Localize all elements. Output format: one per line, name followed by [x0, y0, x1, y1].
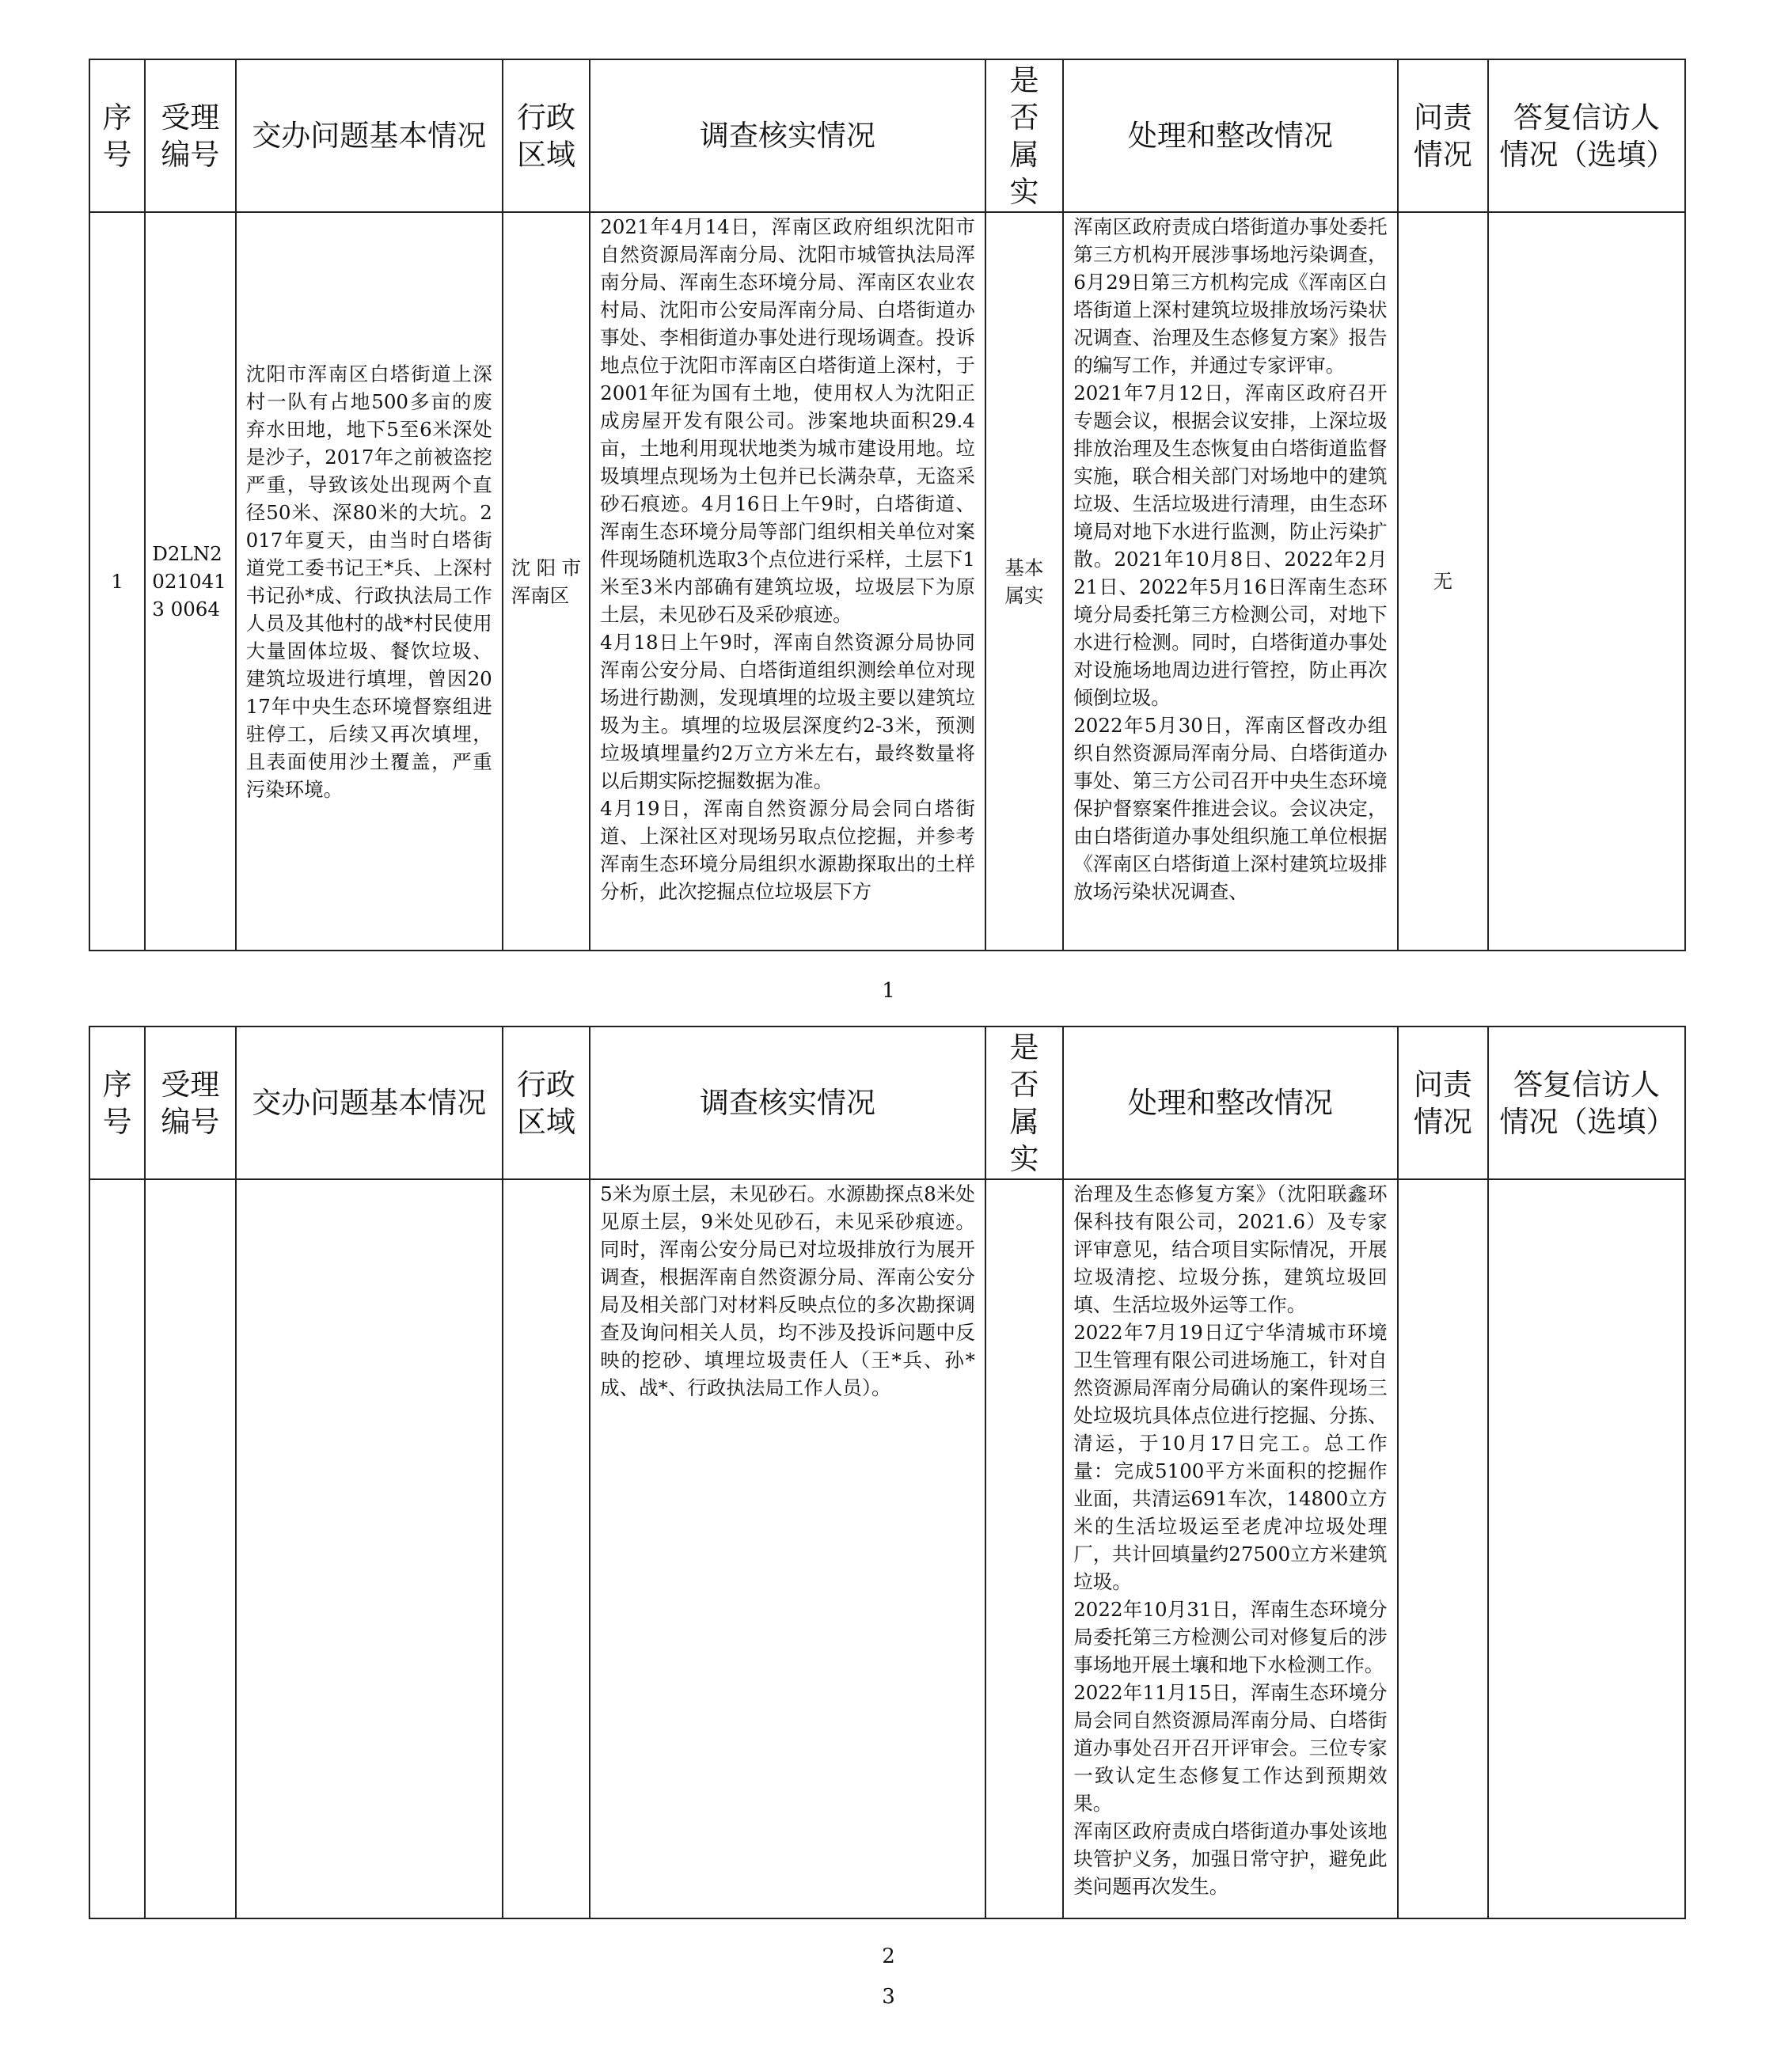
- page-number: 3: [882, 1985, 895, 2009]
- header-reply: 答复信访人情况（选填）: [1488, 59, 1685, 212]
- header-processing: 处理和整改情况: [1063, 1027, 1397, 1179]
- header-processing: 处理和整改情况: [1063, 59, 1397, 212]
- page-number: 1: [882, 979, 895, 1003]
- header-factual: 是否属实: [985, 59, 1063, 212]
- cell-processing: 浑南区政府责成白塔街道办事处委托第三方机构开展涉事场地污染调查，6月29日第三方机构完成《浑南区白塔街道上深村建筑垃圾排放场污染状况调查、治理及生态修复方案》报告的编写工作，并通过专家评审。 2021年7月12日，浑南区政府召开专题会议，根据会议安排，上深垃圾排放治理及生态恢复由白塔街道监督实施，联合相关部门对场地中的建筑垃圾、生活垃圾进行清理，由生态环境局对地下水进行监测，防止污染扩散。2021年10月8日、2022年2月21日、2022年5月16日浑南生态环境分局委托第三方检测公司，对地下水进行检测。同时，白塔街道办事处对设施场地周边进行管控，防止再次倾倒垃圾。 2022年5月30日，浑南区督改办组织自然资源局浑南分局、白塔街道办事处、第三方公司召开中央生态环境保护督察案件推进会议。会议决定，由白塔街道办事处组织施工单位根据《浑南区白塔街道上深村建筑垃圾排放场污染状况调查、: [1063, 212, 1397, 951]
- header-investigation: 调查核实情况: [590, 59, 985, 212]
- cell-region: [503, 1179, 590, 1918]
- cell-investigation: 5米为原土层，未见砂石。水源勘探点8米处见原土层，9米处见砂石，未见采砂痕迹。同时，浑南公安分局已对垃圾排放行为展开调查，根据浑南自然资源分局、浑南公安分局及相关部门对材料反映点位的多次勘探调查及询问相关人员，均不涉及投诉问题中反映的挖砂、填埋垃圾责任人（王*兵、孙*成、战*、行政执法局工作人员）。: [590, 1179, 985, 1918]
- table-row: [89, 212, 1685, 951]
- header-reply: 答复信访人情况（选填）: [1488, 1027, 1685, 1179]
- table-row: [89, 1179, 1685, 1918]
- complaint-table-page-2: [89, 1026, 1686, 1919]
- header-seq: 序号: [89, 59, 145, 212]
- cell-seq: 1: [89, 212, 145, 951]
- cell-factual: [985, 1179, 1063, 1918]
- page-number: 2: [882, 1945, 895, 1968]
- table-header-row: [89, 59, 1685, 212]
- header-accountability: 问责情况: [1398, 1027, 1488, 1179]
- cell-processing: 治理及生态修复方案》（沈阳联鑫环保科技有限公司，2021.6）及专家评审意见，结合项目实际情况，开展垃圾清挖、垃圾分拣，建筑垃圾回填、生活垃圾外运等工作。 2022年7月19日辽宁华清城市环境卫生管理有限公司进场施工，针对自然资源局浑南分局确认的案件现场三处垃圾坑具体点位进行挖掘、分拣、清运，于10月17日完工。总工作量：完成5100平方米面积的挖掘作业面，共清运691车次，14800立方米的生活垃圾运至老虎冲垃圾处理厂，共计回填量约27500立方米建筑垃圾。 2022年10月31日，浑南生态环境分局委托第三方检测公司对修复后的涉事场地开展土壤和地下水检测工作。 2022年11月15日，浑南生态环境分局会同自然资源局浑南分局、白塔街道办事处召开召开评审会。三位专家一致认定生态修复工作达到预期效果。 浑南区政府责成白塔街道办事处该地块管护义务，加强日常守护，避免此类问题再次发生。: [1063, 1179, 1397, 1918]
- header-region: 行政区域: [503, 59, 590, 212]
- cell-reply: [1488, 212, 1685, 951]
- complaint-table-page-1: [89, 59, 1686, 951]
- cell-id: [145, 1179, 235, 1918]
- header-id: 受理编号: [145, 59, 235, 212]
- cell-issue: 沈阳市浑南区白塔街道上深村一队有占地500多亩的废弃水田地，地下5至6米深处是沙子，2017年之前被盗挖严重，导致该处出现两个直径50米、深80米的大坑。2017年夏天，由当时白塔街道党工委书记王*兵、上深村书记孙*成、行政执法局工作人员及其他村的战*村民使用大量固体垃圾、餐饮垃圾、建筑垃圾进行填埋，曾因2017年中央生态环境督察组进驻停工，后续又再次填埋，且表面使用沙土覆盖，严重污染环境。: [236, 212, 503, 951]
- cell-issue: [236, 1179, 503, 1918]
- header-investigation: 调查核实情况: [590, 1027, 985, 1179]
- header-accountability: 问责情况: [1398, 59, 1488, 212]
- cell-reply: [1488, 1179, 1685, 1918]
- cell-region: 沈阳市浑南区: [503, 212, 590, 951]
- header-region: 行政区域: [503, 1027, 590, 1179]
- cell-factual: 基本属实: [985, 212, 1063, 951]
- header-seq: 序号: [89, 1027, 145, 1179]
- cell-investigation: 2021年4月14日，浑南区政府组织沈阳市自然资源局浑南分局、沈阳市城管执法局浑南分局、浑南生态环境分局、浑南区农业农村局、沈阳市公安局浑南分局、白塔街道办事处、李相街道办事处进行现场调查。投诉地点位于沈阳市浑南区白塔街道上深村，于2001年征为国有土地，使用权人为沈阳正成房屋开发有限公司。涉案地块面积29.4亩，土地利用现状地类为城市建设用地。垃圾填埋点现场为土包并已长满杂草，无盗采砂石痕迹。4月16日上午9时，白塔街道、浑南生态环境分局等部门组织相关单位对案件现场随机选取3个点位进行采样，土层下1米至3米内部确有建筑垃圾，垃圾层下为原土层，未见砂石及采砂痕迹。 4月18日上午9时，浑南自然资源分局协同浑南公安分局、白塔街道组织测绘单位对现场进行勘测，发现填埋的垃圾主要以建筑垃圾为主。填埋的垃圾层深度约2-3米，预测垃圾填埋量约2万立方米左右，最终数量将以后期实际挖掘数据为准。 4月19日，浑南自然资源分局会同白塔街道、上深社区对现场另取点位挖掘，并参考浑南生态环境分局组织水源勘探取出的土样分析，此次挖掘点位垃圾层下方: [590, 212, 985, 951]
- table-header-row: [89, 1027, 1685, 1179]
- cell-accountability: 无: [1398, 212, 1488, 951]
- cell-seq: [89, 1179, 145, 1918]
- header-issue: 交办问题基本情况: [236, 59, 503, 212]
- header-id: 受理编号: [145, 1027, 235, 1179]
- header-issue: 交办问题基本情况: [236, 1027, 503, 1179]
- header-factual: 是否属实: [985, 1027, 1063, 1179]
- cell-id: D2LN20210413 0064: [145, 212, 235, 951]
- cell-accountability: [1398, 1179, 1488, 1918]
